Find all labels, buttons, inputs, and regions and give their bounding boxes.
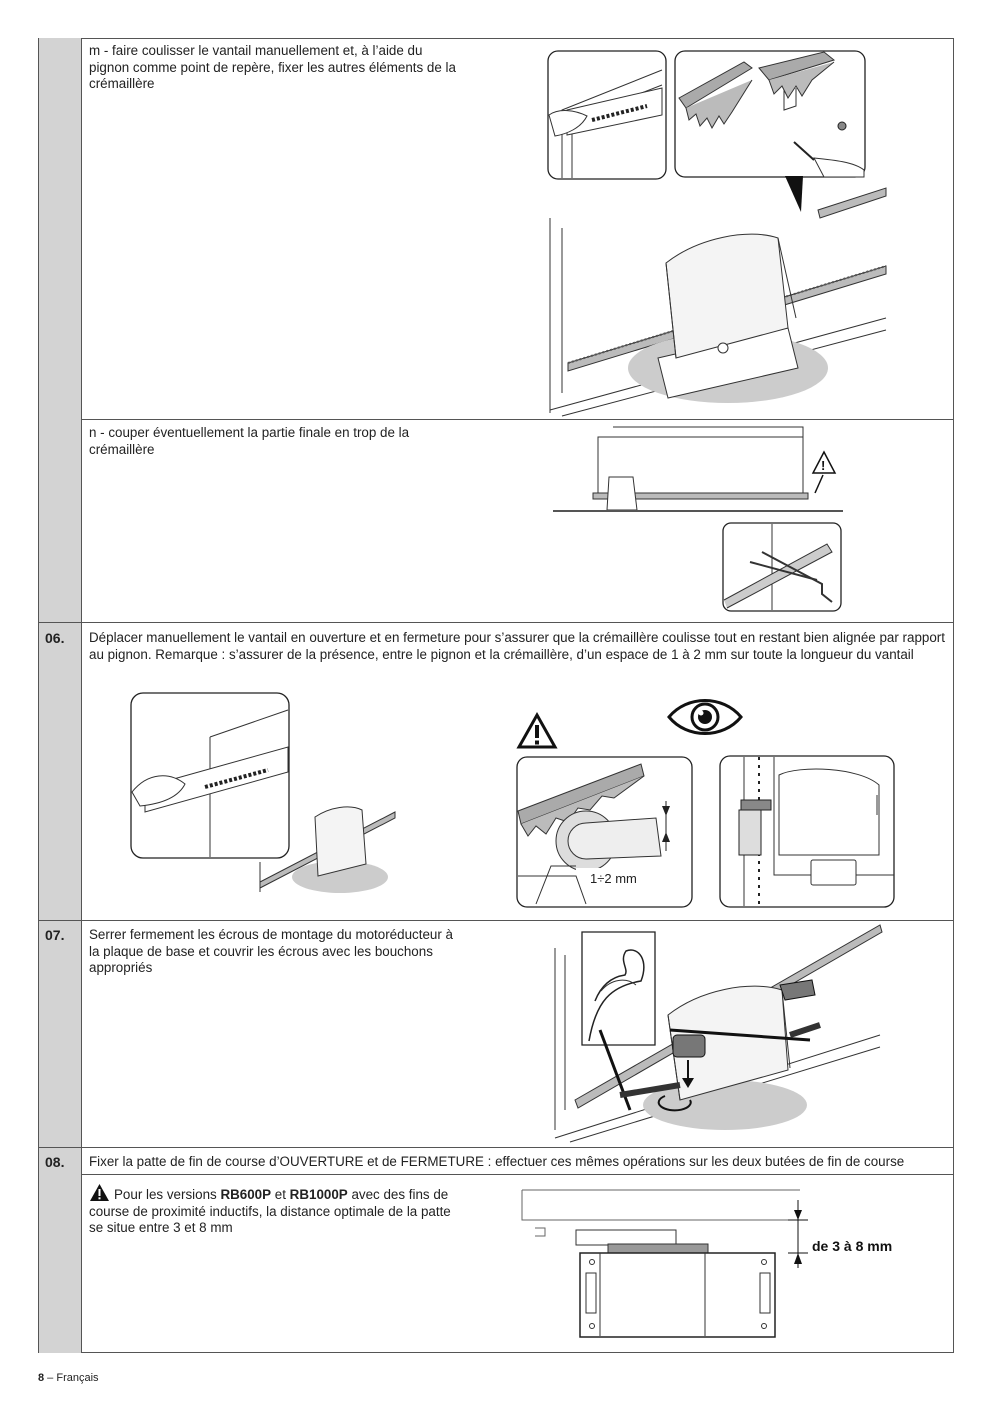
step-08-note [89,1187,461,1237]
model-rb600p: RB600P [220,1187,272,1202]
manual-move-illustration [130,692,395,897]
step-06-number: 06. [45,630,65,646]
page-footer [38,1372,99,1384]
frame-bottom-border [81,1352,954,1353]
hand-slide-illustration [547,50,667,180]
rack-overhang-illustration [553,425,843,520]
tighten-nuts-illustration [550,920,890,1142]
note-conj: et [271,1187,290,1202]
frame-right-border [953,38,954,1353]
page-number: 8 [38,1372,45,1384]
step-07-number: 07. [45,927,65,943]
warning-icon [517,713,557,749]
frame-left-border [38,38,39,1353]
step-m-text: m - faire coulisser le vantail manuellement et, à l’aide du pignon comme point de repère, fixer les autres éléments de la crémaillère [89,43,456,92]
note-intro: Pour les versions [114,1187,221,1202]
step-06-text: Déplacer manuellement le vantail en ouverture et en fermeture pour s’assurer que la crémaillère coulisse tout en restant bien alignée par rapport au pignon. Remarque : s’assurer de la présence, entre le pignon et la crémaillère, d’un espace de 1 à 2 mm sur toute la longueur du vantail [89,630,945,662]
model-rb1000p: RB1000P [289,1187,348,1202]
row-divider-06 [38,622,954,623]
limit-switch-distance-diagram [520,1188,800,1340]
gap-label: 1÷2 mm [590,871,637,886]
saw-cut-detail [722,522,842,612]
step-08-text: Fixer la patte de fin de course d’OUVERTURE et de FERMETURE : effectuer ces mêmes opérations sur les deux butées de fin de course [89,1154,905,1169]
page-language: – Français [44,1372,99,1384]
step-07-text: Serrer fermement les écrous de montage du motoréducteur à la plaque de base et couvrir les écrous avec les bouchons appropriés [89,927,453,976]
distance-label: de 3 à 8 mm [812,1238,893,1254]
row-divider-08 [38,1147,954,1148]
eye-icon [667,695,743,739]
motor-gate-illustration [548,178,888,418]
step-08-number: 08. [45,1154,65,1170]
row-divider-08-note [81,1174,954,1175]
column-divider [81,38,82,1353]
step-n-text: n - couper éventuellement la partie finale en trop de la crémaillère [89,425,410,457]
svg-text:!: ! [821,458,826,473]
frame-top-border [81,38,954,39]
note-rest: avec des fins de course de proximité inductifs, la distance optimale de la patte se situe entre 3 et 8 mm [89,1187,451,1236]
rack-assembly-detail [674,50,866,178]
alignment-detail [719,755,895,908]
row-divider-n [81,419,954,420]
